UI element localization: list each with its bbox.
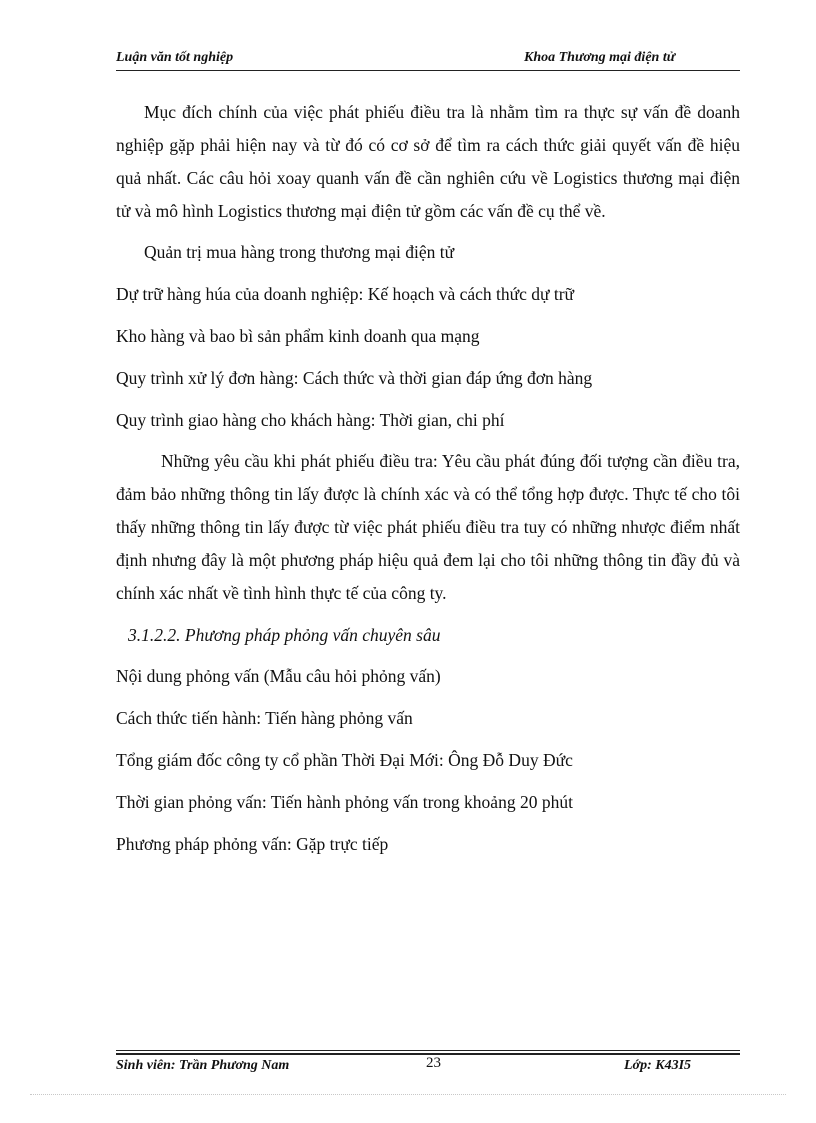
header-thesis-label: Luận văn tốt nghiệp <box>116 50 234 65</box>
list-item: Dự trữ hàng húa của doanh nghiệp: Kế hoạch và cách thức dự trữ <box>116 284 575 304</box>
interview-item: Phương pháp phỏng vấn: Gặp trực tiếp <box>116 834 389 854</box>
section-heading: 3.1.2.2. Phương pháp phỏng vấn chuyên sâu <box>128 625 441 645</box>
footer-divider <box>116 1050 740 1051</box>
header-faculty-label: Khoa Thương mại điện tử <box>524 50 676 65</box>
page-number: 23 <box>426 1055 441 1071</box>
topic-line: Quản trị mua hàng trong thương mại điện tử <box>144 242 455 262</box>
footer-student-name: Sinh viên: Trần Phương Nam <box>116 1058 290 1073</box>
interview-item: Cách thức tiến hành: Tiến hàng phỏng vấn <box>116 708 413 728</box>
footer-class-label: Lớp: K43I5 <box>624 1058 692 1073</box>
page-footer <box>116 1050 740 1080</box>
document-body <box>116 96 740 861</box>
list-item: Quy trình xử lý đơn hàng: Cách thức và thời gian đáp ứng đơn hàng <box>116 368 593 388</box>
requirements-paragraph: Những yêu cầu khi phát phiếu điều tra: Yêu cầu phát đúng đối tượng cần điều tra, đảm bảo những thông tin lấy được là chính xác và có thể tổng hợp được. Thực tế cho tôi thấy những thông tin lấy được từ việc phát phiếu điều tra tuy có những nhược điểm nhất định nhưng đây là một phương pháp hiệu quả đem lại cho tôi những thông tin đầy đủ và chính xác nhất về tình hình thực tế của công ty. <box>116 451 740 603</box>
intro-paragraph: Mục đích chính của việc phát phiếu điều tra là nhằm tìm ra thực sự vấn đề doanh nghiệp gặp phải hiện nay và từ đó có cơ sở để tìm ra cách thức giải quyết vấn đề hiệu quả nhất. Các câu hỏi xoay quanh vấn đề cần nghiên cứu về Logistics thương mại điện tử và mô hình Logistics thương mại điện tử gồm các vấn đề cụ thể về. <box>116 102 740 221</box>
interview-item: Nội dung phỏng vấn (Mẫu câu hỏi phỏng vấn) <box>116 666 441 686</box>
page-edge-divider <box>30 1094 786 1095</box>
page-header <box>116 50 740 71</box>
interview-item: Tổng giám đốc công ty cổ phần Thời Đại Mới: Ông Đỗ Duy Đức <box>116 750 573 770</box>
list-item: Quy trình giao hàng cho khách hàng: Thời gian, chi phí <box>116 410 505 430</box>
list-item: Kho hàng và bao bì sản phẩm kinh doanh qua mạng <box>116 326 480 346</box>
interview-item: Thời gian phỏng vấn: Tiến hành phỏng vấn trong khoảng 20 phút <box>116 792 573 812</box>
